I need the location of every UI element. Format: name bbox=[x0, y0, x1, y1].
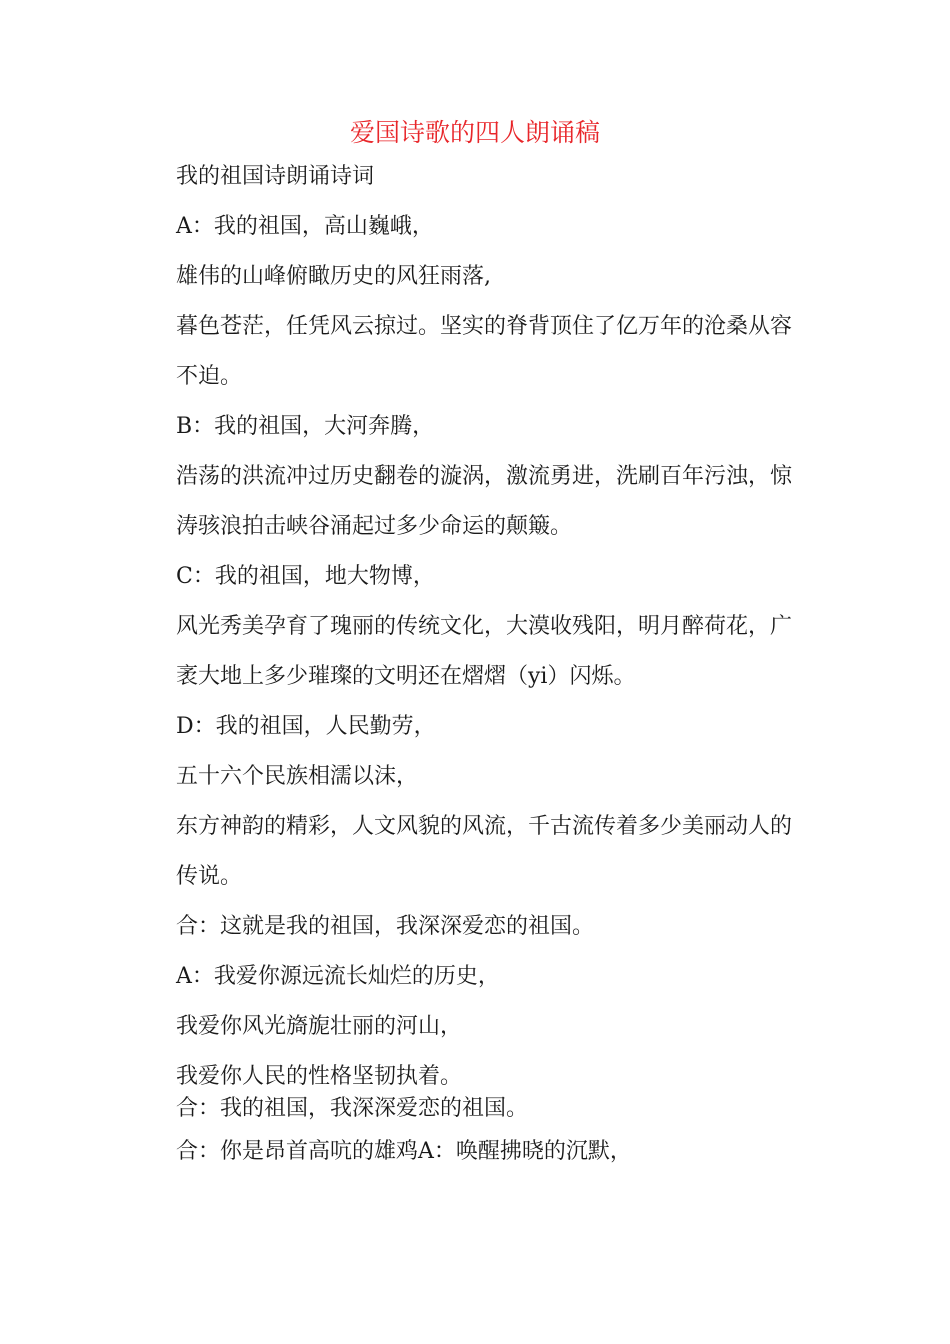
text-line: 东方神韵的精彩，人文风貌的风流，千古流传着多少美丽动人的 bbox=[176, 814, 793, 839]
text-line: D：我的祖国，人民勤劳， bbox=[176, 714, 436, 739]
text-line: 合：这就是我的祖国，我深深爱恋的祖国。 bbox=[176, 914, 595, 939]
text-line: 雄伟的山峰俯瞰历史的风狂雨落, bbox=[176, 264, 491, 289]
text-line: 我爱你人民的性格坚韧执着。 bbox=[176, 1064, 463, 1089]
text-line: C：我的祖国，地大物博， bbox=[176, 564, 435, 589]
text-line: 我的祖国诗朗诵诗词 bbox=[176, 164, 375, 189]
text-line: 风光秀美孕育了瑰丽的传统文化，大漠收残阳，明月醉荷花，广 bbox=[176, 614, 793, 639]
document-title: 爱国诗歌的四人朗诵稿 bbox=[349, 118, 600, 147]
text-line: 我爱你风光旖旎壮丽的河山， bbox=[176, 1014, 463, 1039]
text-line: 五十六个民族相濡以沫， bbox=[176, 764, 419, 789]
text-line: 暮色苍茫，任凭风云掠过。坚实的脊背顶住了亿万年的沧桑从容 bbox=[176, 314, 793, 339]
text-line: 合：你是昂首高吭的雄鸡A：唤醒拂晓的沉默， bbox=[176, 1139, 632, 1164]
text-line: 合：我的祖国，我深深爱恋的祖国。 bbox=[176, 1096, 529, 1121]
text-line: 袤大地上多少璀璨的文明还在熠熠（yi）闪烁。 bbox=[176, 664, 636, 689]
text-line: A：我爱你源远流长灿烂的历史， bbox=[176, 964, 500, 989]
text-line: 涛骇浪拍击峡谷涌起过多少命运的颠簸。 bbox=[176, 514, 573, 539]
text-line: B：我的祖国，大河奔腾， bbox=[176, 414, 435, 439]
text-line: 浩荡的洪流冲过历史翻卷的漩涡，激流勇进，洗刷百年污浊，惊 bbox=[176, 464, 793, 489]
text-line: 不迫。 bbox=[176, 364, 243, 389]
text-line: A：我的祖国，高山巍峨， bbox=[176, 214, 434, 239]
text-line: 传说。 bbox=[176, 864, 243, 889]
